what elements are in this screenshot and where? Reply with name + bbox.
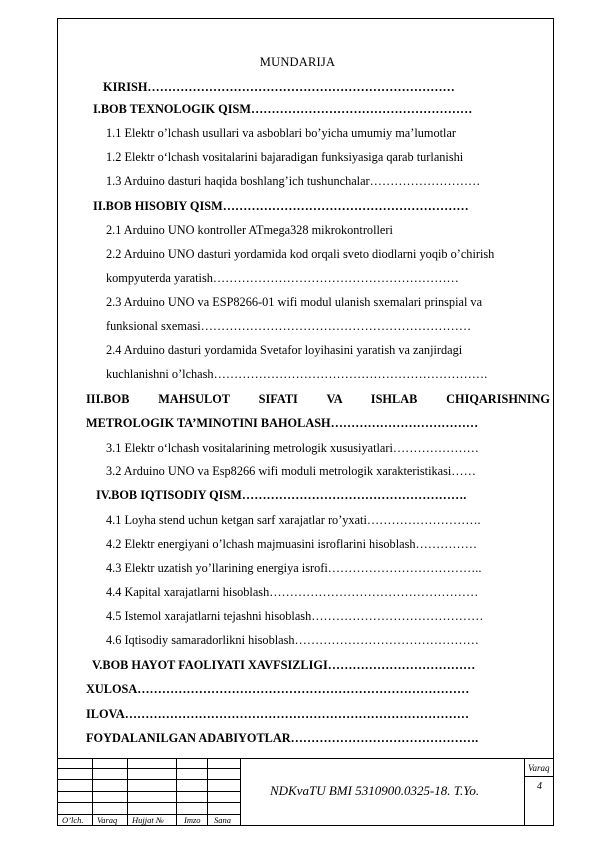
toc-ch2-1: 2.1 Arduino UNO kontroller ATmega328 mikrokontrolleri <box>106 223 393 237</box>
toc-ch4-3: 4.3 Elektr uzatish yo’llarining energiya isrofi……………………………….. <box>106 561 482 575</box>
toc-ch5: V.BOB HAYOT FAOLIYATI XAVFSIZLIGI……………………………… <box>92 658 476 672</box>
toc-ch3a: III.BOB MAHSULOT SIFATI VA ISHLAB CHIQARISHNING <box>86 392 550 406</box>
toc-kirish: KIRISH………………………………………………………………… <box>103 80 455 94</box>
document-number: NDKvaTU BMI 5310900.0325-18. T.Yo. <box>270 783 480 798</box>
toc-ch4-5: 4.5 Istemol xarajatlarni tejashni hisoblash…………………………………… <box>106 609 484 623</box>
toc-ch3-1: 3.1 Elektr o‘lchash vositalarining metrologik xususiyatlari………………… <box>106 441 479 455</box>
toc-ch4-1: 4.1 Loyha stend uchun ketgan sarf xarajatlar ro’yxati………………………. <box>106 513 481 527</box>
toc-ch1-1: 1.1 Elektr o’lchash usullari va asboblari bo’yicha umumiy ma’lumotlar <box>106 126 457 140</box>
toc-ch1-2: 1.2 Elektr o‘lchash vositalarini bajaradigan funksiyasiga qarab turlanishi <box>106 150 464 164</box>
stamp-col-varaq: Varaq <box>97 815 118 825</box>
sheet-number: 4 <box>537 781 542 792</box>
stamp-col-sana: Sana <box>214 815 231 825</box>
toc-ch3-2: 3.2 Arduino UNO va Esp8266 wifi moduli metrologik xarakteristikasi…… <box>106 464 476 478</box>
toc-ch2-3b: funksional sxemasi………………………………………………………… <box>106 319 472 333</box>
toc-ch2-4a: 2.4 Arduino dasturi yordamida Svetafor loyihasini yaratish va zanjirdagi <box>106 343 463 357</box>
sheet-label: Varaq <box>528 763 550 773</box>
toc-ch4-6: 4.6 Iqtisodiy samaradorlikni hisoblash……………………………………… <box>106 633 479 647</box>
toc-ch2-4b: kuchlanishni o’lchash…………………………………………………………. <box>106 367 488 381</box>
toc-ch4-4: 4.4 Kapital xarajatlarni hisoblash…………………………………………… <box>106 585 479 599</box>
toc-ch2-3a: 2.3 Arduino UNO va ESP8266-01 wifi modul ulanish sxemalari prinspial va <box>106 295 483 309</box>
stamp-col-olch: O’lch. <box>62 815 84 825</box>
toc-ch1-3: 1.3 Arduino dasturi haqida boshlang’ich tushunchalar……………………… <box>106 174 481 188</box>
toc-ilova: ILOVA………………………………………………………………………… <box>86 707 470 721</box>
stamp-col-hujjat: Hujjat № <box>132 815 164 825</box>
toc-xulosa: XULOSA……………………………………………………………………… <box>86 682 470 696</box>
stamp-col-imzo: Imzo <box>184 815 201 825</box>
toc-ch2-2b: kompyuterda yaratish…………………………………………………… <box>106 271 459 285</box>
toc-adabiyot: FOYDALANILGAN ADABIYOTLAR………………………………………. <box>86 731 479 745</box>
toc-ch2: II.BOB HISOBIY QISM…………………………………………………… <box>93 199 469 213</box>
toc-ch1: I.BOB TEXNOLOGIK QISM……………………………………………… <box>93 102 473 116</box>
toc-ch4: IV.BOB IQTISODIY QISM………………………………………………. <box>96 488 467 502</box>
page-title: MUNDARIJA <box>259 55 336 69</box>
toc-ch3b: METROLOGIK TA’MINOTINI BAHOLASH……………………………… <box>86 416 479 430</box>
toc-ch4-2: 4.2 Elektr energiyani o’lchash majmuasini isroflarini hisoblash…………… <box>106 537 478 551</box>
toc-ch2-2a: 2.2 Arduino UNO dasturi yordamida kod orqali sveto diodlarni yoqib o’chirish <box>106 247 495 261</box>
